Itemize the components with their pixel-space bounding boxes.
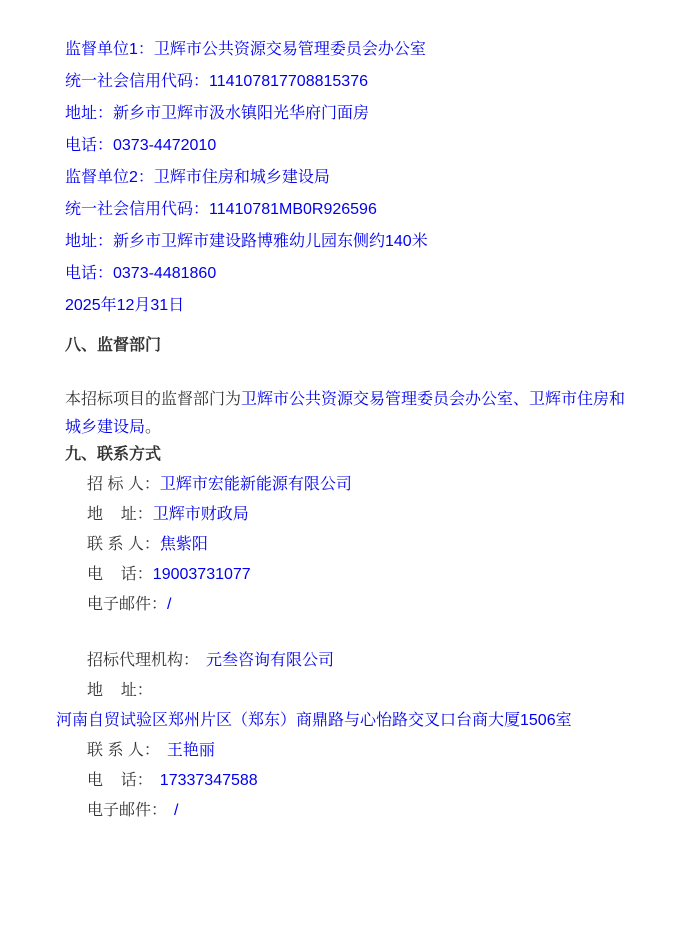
supervision-unit-1-credit-code: 统一社会信用代码：114107817708815376 (65, 73, 368, 90)
tenderer-address-row (65, 500, 640, 530)
supervision-unit-2-phone: 电话：0373-4481860 (65, 265, 217, 282)
tenderer-email-row (65, 590, 640, 620)
section-9-heading: 九、联系方式 (65, 446, 162, 463)
agency-address-label: 地 址： (87, 682, 153, 699)
tenderer-address-value: 卫辉市财政局 (152, 506, 249, 523)
agency-email-value: / (174, 802, 179, 819)
agency-email-label: 电子邮件： (87, 802, 168, 819)
supervision-unit-2-address: 地址：新乡市卫辉市建设路博雅幼儿园东侧约140米 (65, 233, 428, 250)
section-8-body-prefix: 本招标项目的监督部门为 (65, 391, 242, 408)
agency-contact-person-value: 王艳丽 (166, 742, 215, 759)
tenderer-email-label: 电子邮件： (87, 596, 168, 613)
supervision-unit-1-line: 监督单位1：卫辉市公共资源交易管理委员会办公室 (65, 41, 426, 58)
tenderer-name-label: 招 标 人： (87, 476, 160, 493)
tenderer-name-row (65, 470, 640, 500)
agency-address-row (65, 676, 640, 706)
tenderer-name-value: 卫辉市宏能新能源有限公司 (159, 476, 352, 493)
section-8-body (65, 386, 640, 442)
tenderer-contact-block (65, 470, 640, 620)
tenderer-contact-person-row (65, 530, 640, 560)
section-8-body-period: 。 (145, 419, 162, 436)
agency-name-row (65, 646, 640, 676)
section-8-heading: 八、监督部门 (65, 337, 162, 354)
supervision-unit-2-line: 监督单位2：卫辉市住房和城乡建设局 (65, 169, 330, 186)
agency-name-value: 元叁咨询有限公司 (206, 652, 335, 669)
tenderer-address-label: 地 址： (87, 506, 153, 523)
agency-phone-label: 电 话： (87, 772, 153, 789)
agency-email-row (65, 796, 640, 826)
tenderer-email-value: / (167, 596, 172, 613)
agency-contact-person-row (65, 736, 640, 766)
agency-phone-row (65, 766, 640, 796)
agency-contact-person-label: 联 系 人： (87, 742, 160, 759)
supervision-unit-1-phone: 电话：0373-4472010 (65, 137, 217, 154)
agency-name-label: 招标代理机构： (87, 652, 200, 669)
agency-contact-block (56, 646, 640, 826)
document-date: 2025年12月31日 (65, 297, 185, 314)
section-8-supervising-departments: 卫辉市公共资源交易管理委员会办公室、卫辉市住房和城乡建设局 (65, 391, 626, 436)
agency-phone-value: 17337347588 (159, 772, 258, 789)
tenderer-contact-person-label: 联 系 人： (87, 536, 160, 553)
tenderer-contact-person-value: 焦紫阳 (159, 536, 208, 553)
supervision-unit-2-credit-code: 统一社会信用代码：11410781MB0R926596 (65, 201, 377, 218)
tenderer-phone-label: 电 话： (87, 566, 153, 583)
supervision-info-block (65, 34, 640, 322)
tenderer-phone-value: 19003731077 (152, 566, 251, 583)
agency-address-overflow-line: 河南自贸试验区郑州片区（郑东）商鼎路与心怡路交叉口台商大厦1506室 (56, 712, 572, 729)
tenderer-phone-row (65, 560, 640, 590)
supervision-unit-1-address: 地址：新乡市卫辉市汲水镇阳光华府门面房 (65, 105, 370, 122)
